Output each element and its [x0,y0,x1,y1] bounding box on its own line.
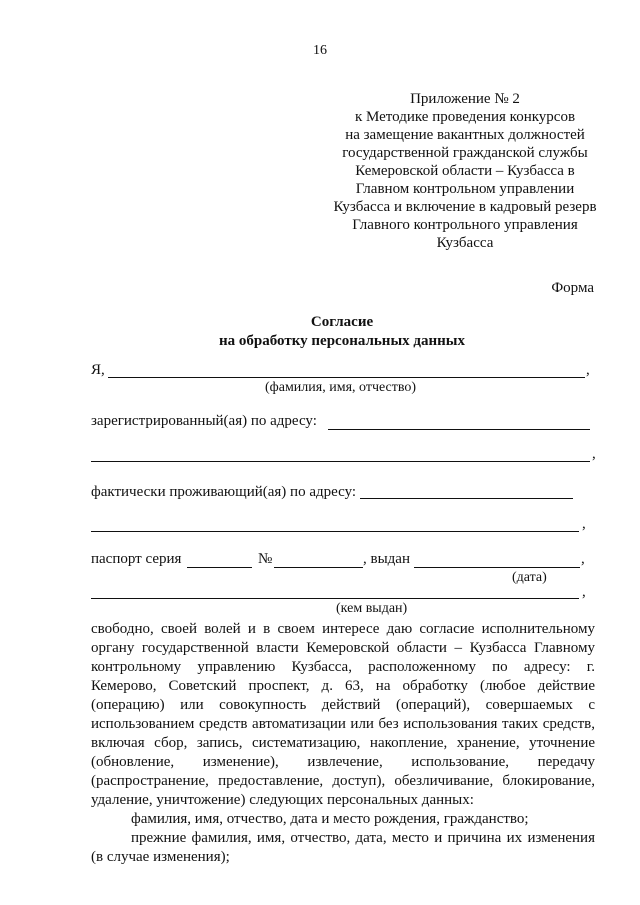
body-line: (операцию) или совокупность действий (операций), совершаемых с [91,697,595,713]
document-title: Согласие [310,314,374,330]
body-line: удаление, уничтожение) следующих персональных данных: [91,792,474,808]
body-line: использованием средств автоматизации или без использования таких средств, [91,716,595,732]
appendix-line: Кемеровской области – Кузбасса в [355,163,575,179]
list-item-previous-names: прежние фамилия, имя, отчество, дата, место и причина их изменения [131,830,595,846]
passport-number-label: № [258,551,273,567]
body-line: свободно, своей волей и в своем интересе даю согласие исполнительному [91,621,595,637]
appendix-line: Главного контрольного управления [352,217,578,233]
list-item-birth-data: фамилия, имя, отчество, дата и место рождения, гражданство; [131,811,529,827]
registered-address-label: зарегистрированный(ая) по адресу: [91,413,317,429]
issued-by-hint: (кем выдан) [336,601,408,616]
body-line: Кемерово, Советский проспект, д. 63, на обработку (любое действие [91,678,595,694]
appendix-line: Приложение № 2 [410,91,520,107]
consent-body [91,620,595,867]
issued-by-line[interactable] [91,598,579,599]
appendix-line: Кузбасса [436,235,494,251]
appendix-line: к Методике проведения конкурсов [354,109,576,125]
form-label: Форма [551,280,594,296]
appendix-line: Главном контрольном управлении [355,181,575,197]
issued-by-comma: , [582,584,586,600]
passport-date-comma: , [581,551,585,567]
appendix-header [300,90,630,252]
residence-address-label: фактически проживающий(ая) по адресу: [91,484,357,500]
fio-hint: (фамилия, имя, отчество) [265,380,417,395]
document-subtitle: на обработку персональных данных [219,333,465,349]
passport-issued-label: , выдан [363,551,410,567]
registered-address-comma: , [592,446,596,462]
body-line: контрольному управлению Кузбасса, расположенному по адресу: г. [91,659,595,675]
body-line: органу государственной власти Кемеровской области – Кузбасса Главному [91,640,595,656]
passport-number-line[interactable] [274,567,363,568]
body-line: (обновление, изменение), извлечение, использование, передачу [91,754,595,770]
appendix-line: государственной гражданской службы [342,145,588,161]
appendix-line: Кузбасса и включение в кадровый резерв [333,199,597,215]
residence-address-line-2[interactable] [91,531,579,532]
list-item-previous-names-cont: (в случае изменения); [91,849,230,865]
page-number: 16 [313,43,327,58]
passport-date-line[interactable] [414,567,580,568]
registered-address-line-1[interactable] [328,429,590,430]
residence-address-line-1[interactable] [360,498,573,499]
fio-comma: , [586,362,590,378]
fio-field-line[interactable] [108,377,585,378]
i-prefix: Я, [91,362,105,378]
passport-series-label: паспорт серия [91,551,182,567]
registered-address-line-2[interactable] [91,461,590,462]
date-hint: (дата) [512,570,547,585]
appendix-line: на замещение вакантных должностей [345,127,585,143]
residence-address-comma: , [582,516,586,532]
body-line: включая сбор, запись, систематизацию, накопление, хранение, уточнение [91,735,595,751]
body-line: (распространение, предоставление, доступ), обезличивание, блокирование, [91,773,595,789]
passport-series-line[interactable] [187,567,252,568]
